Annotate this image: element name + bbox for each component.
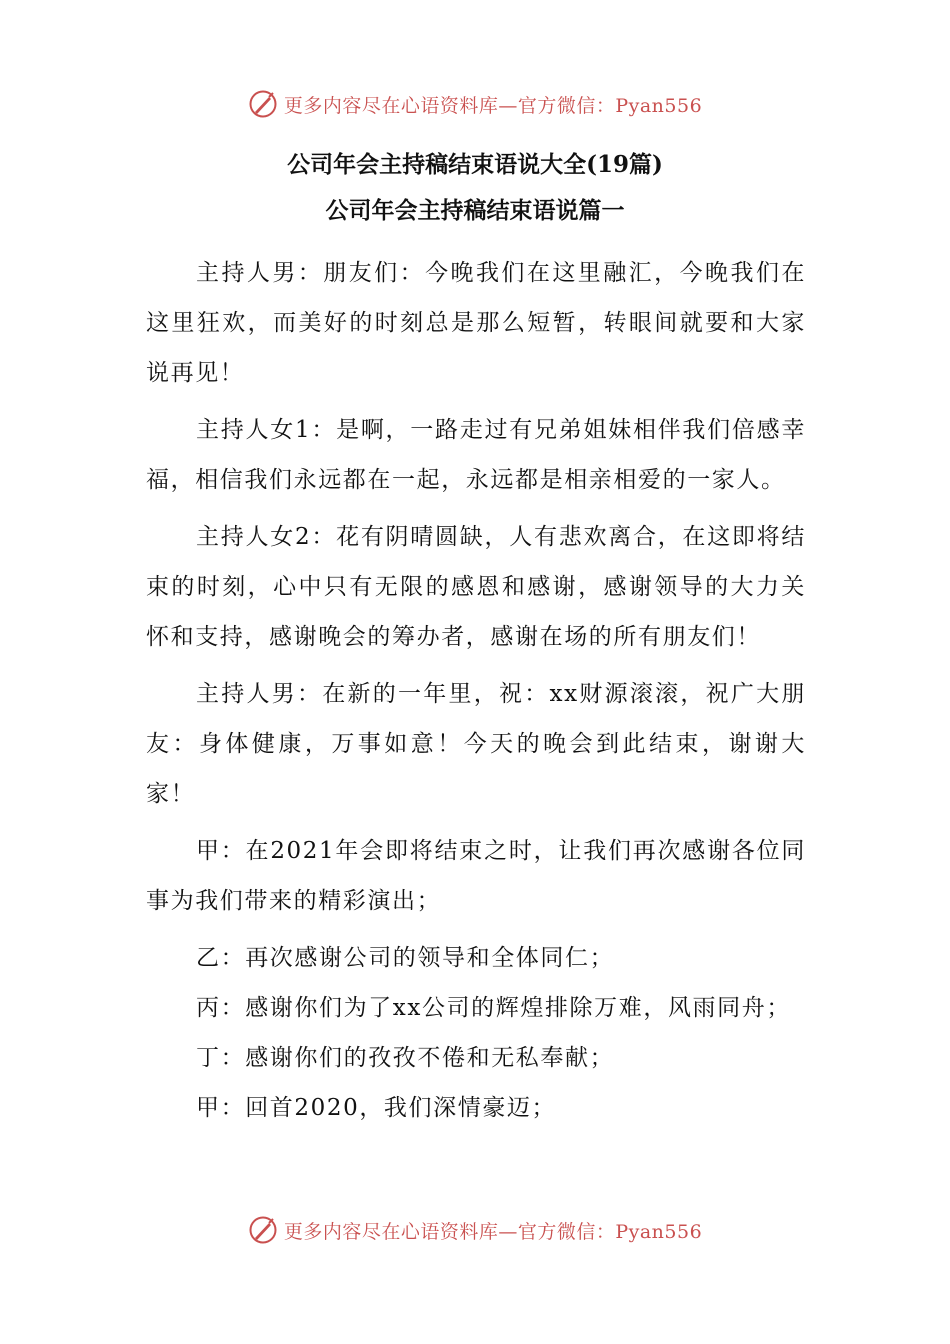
paragraph: 主持人女2：花有阴晴圆缺，人有悲欢离合，在这即将结束的时刻，心中只有无限的感恩和感谢，感谢领导的大力关怀和支持，感谢晚会的筹办者，感谢在场的所有朋友们！ <box>146 524 806 650</box>
paragraph: 甲：回首2020，我们深情豪迈； <box>196 1095 557 1121</box>
paragraph: 丁：感谢你们的孜孜不倦和无私奉献； <box>196 1045 615 1071</box>
paragraph: 乙：再次感谢公司的领导和全体同仁； <box>196 945 615 971</box>
paragraph: 丙：感谢你们为了xx公司的辉煌排除万难，风雨同舟； <box>196 995 791 1021</box>
watermark-text: 更多内容尽在心语资料库—官方微信：Pyan556 <box>283 94 703 117</box>
paragraph: 主持人女1：是啊，一路走过有兄弟姐妹相伴我们倍感幸福，相信我们永远都在一起，永远都是相亲相爱的一家人。 <box>146 417 806 493</box>
document-title: 公司年会主持稿结束语说大全(19篇) <box>287 151 663 178</box>
quill-logo-icon <box>248 1215 278 1245</box>
quill-logo-icon <box>248 89 278 119</box>
paragraph: 主持人男：在新的一年里，祝：xx财源滚滚，祝广大朋友：身体健康，万事如意！今天的晚会到此结束，谢谢大家！ <box>146 681 806 807</box>
title-block <box>0 150 950 226</box>
document-body <box>146 248 806 1133</box>
paragraph: 主持人男：朋友们：今晚我们在这里融汇，今晚我们在这里狂欢，而美好的时刻总是那么短暂，转眼间就要和大家说再见！ <box>146 260 806 386</box>
watermark-text: 更多内容尽在心语资料库—官方微信：Pyan556 <box>283 1220 703 1243</box>
paragraph: 甲：在2021年会即将结束之时，让我们再次感谢各位同事为我们带来的精彩演出； <box>146 838 806 914</box>
header-watermark-banner <box>0 84 950 124</box>
footer-watermark-banner <box>0 1210 950 1250</box>
section-heading: 公司年会主持稿结束语说篇一 <box>325 197 625 224</box>
